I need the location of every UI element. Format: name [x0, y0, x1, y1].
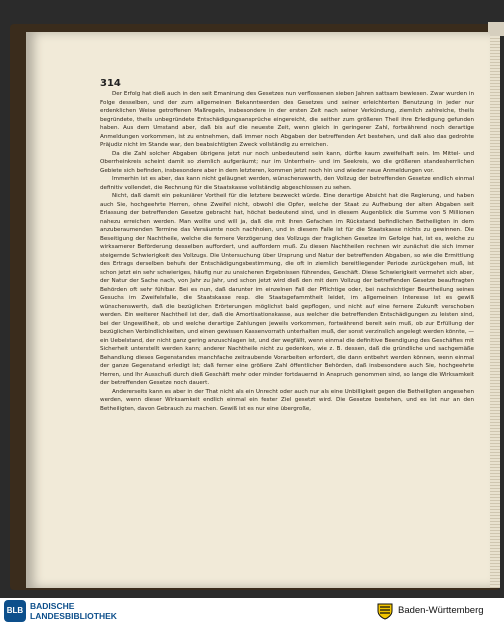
state-name[interactable]: Baden-Württemberg — [398, 605, 484, 616]
paragraph: Andererseits kann es aber in der That nicht als ein Unrecht oder auch nur als eine Unbilligkeit gegen die Betheiligten angesehen werden, wenn dieser Wirksamkeit endlich einmal ein fester Ziel gesetzt wird. Die Gesetze bestehen, und es ist nur an den Betheiligten, davon Gebrauch zu machen. Gewiß ist es nur eine übergroße, — [100, 388, 474, 412]
library-name-line1: BADISCHE — [30, 601, 75, 611]
paragraph: Nicht, daß damit ein pekuniärer Vortheil für die letztere bezweckt würde. Eine derartige Absicht hat die Regierung, und haben auch Sie, hochgeehrte Herren, ohne Zweifel nicht, obwohl die Opfer, welche der Staat zu Aufhebung der alten Abgaben seit Erlassung der betreffenden Gesetze gebracht hat, höchst bedeutend sind, und in diesem Augenblick die Summe von 5 Millionen nahezu erreichen werden. Man wollte und will ja, daß die mit ihren Gefachen im Rückstand befindlichen Betheiligten in dem anzuberaumenden Termine das Versäumte noch nachholen, und in diesem Falle ist für die Staatskasse nichts zu gewinnen. Die Beseitigung der Nachtheile, welche die fernere Verzögerung des Vollzugs der fraglichen Gesetze im Gefolge hat, ist es, welche zu wirksamerer Beförderung desselben auffordert, und auffordern muß. Zu diesen Nachtheilen rechnen wir zunächst die sich immer steigernde Schwierigkeit des Vollzugs. Die Untersuchung über Ursprung und Natur der betreffenden Abgaben, so wie die Ermittlung des Ertrags derselben behufs der Entschädigungsbestimmung, die oft in ziemlich bereitliegender Periode zurückgehen muß, ist schon jetzt ein sehr schwieriges, häufig nur zu unsicheren Ergebnissen führendes, Geschäft. Diese Schwierigkeit vermehrt sich aber, der Natur der Sache nach, von Jahr zu Jahr, und schon jetzt wird dieß den mit dem Vollzug der betreffenden Gesetze beauftragten Behörden oft sehr fühlbar. Bei es nun, daß darunter im einzelnen Fall der Pflichtige oder, bei nachsichtiger Beurtheilung seines Gesuchs im Zweifelsfalle, die Staatskasse resp. die Staatsgefammtheit leidet, im allgemeinen Interesse ist es gewiß wünschenswerth, daß die bezüglichen Erörterungen möglichst bald gepflogen, und nicht auf eine fernere Zukunft verschoben werden. Ein weiterer Nachtheil ist der, daß die Amortisationskasse, aus welcher die betreffenden Entschädigungen zu leisten sind, bei der Ungewißheit, ob und welche derartige Zahlungen jeweils vorkommen, fortwährend bereit sein muß, ob zur Erfüllung der bezüglichen Verbindlichkeiten, und einen gewissen Kassenvorrath unterhalten muß, der sonst verzinslich angelegt werden könnte, — ein Uebelstand, der nicht ganz gering anzuschlagen ist, und der wegfällt, wenn einmal die definitive Beendigung des Geschäftes mit Sicherheit unterstellt werden kann; anderer Nachtheile nicht zu gedenken, wie z. B. dessen, daß die gründliche und sachgemäße Behandlung dieses Gegenstandes manchfache zeitraubende Vorarbeiten erfordert, die dann entbehrt werden können, wenn einmal der ganze Gegenstand erledigt ist; daß ferner eine größere Zahl öffentlicher Behörden, daß insbesondere auch Sie, hochgeehrte Herren, und Ihr Ausschuß durch dieß Geschäft mehr oder minder fortdauernd in Anspruch genommen sind, so lange die Wirksamkeit der betreffenden Gesetze noch dauert. — [100, 193, 474, 386]
library-name[interactable] — [30, 601, 117, 621]
paragraph: Da die Zahl solcher Abgaben übrigens jetzt nur noch unbedeutend sein kann, dürfte kaum zweifelhaft sein. Im Mittel- und Oberrheinkreis scheint damit so ziemlich aufgeräumt; nur im Unterrhein- und im Seekreis, wo die größeren standesherrlichen Gebiete sich befinden, insbesondere aber in dem letzteren, kommen jetzt noch hin und wieder neue Anmeldungen vor. — [100, 150, 474, 174]
page-text — [100, 90, 474, 413]
page-number: 314 — [100, 78, 121, 89]
page-edges — [490, 36, 500, 588]
blb-logo[interactable]: BLB — [4, 600, 26, 622]
baden-wuerttemberg-coat-of-arms-icon — [376, 602, 394, 620]
paragraph: Immerhin ist es aber, das kann nicht geläugnet werden, wünschenswerth, den Vollzug der betreffenden Gesetze endlich einmal definitiv vollendet, die Rechnung für die Staatskasse vollständig abgeschlossen zu sehen. — [100, 176, 474, 191]
library-name-line2: LANDESBIBLIOTHEK — [30, 611, 117, 621]
footer-bar — [0, 598, 504, 624]
paragraph: Der Erfolg hat dieß auch in den seit Emanirung des Gesetzes nun verflossenen sieben Jahren sattsam bewiesen. Zwar wurden in Folge desselben, und der zum allgemeinen Bekanntwerden des Gesetzes und seiner erleichterten Benutzung in jeder nur erdenklichen Weise getroffenen Maßregeln, insbesondere in der ersten Zeit nach seiner Verkündung, ziemlich zahlreiche, theils begründete, theils unbegründete Entschädigungsansprüche eingereicht, die seither zum größeren Theil ihre Erledigung gefunden haben. Aus dem Umstand aber, daß bis auf die neueste Zeit, wenn gleich in geringerer Zahl, fortwährend noch derartige Anmeldungen vorkommen, ist zu entnehmen, daß immer noch Abgaben der betreffenden Art bestehen, und daß also das gedrohte Präjudiz nicht im Stande war, den beabsichtigten Zweck vollständig zu erreichen. — [100, 91, 474, 148]
page-corner — [488, 22, 504, 36]
